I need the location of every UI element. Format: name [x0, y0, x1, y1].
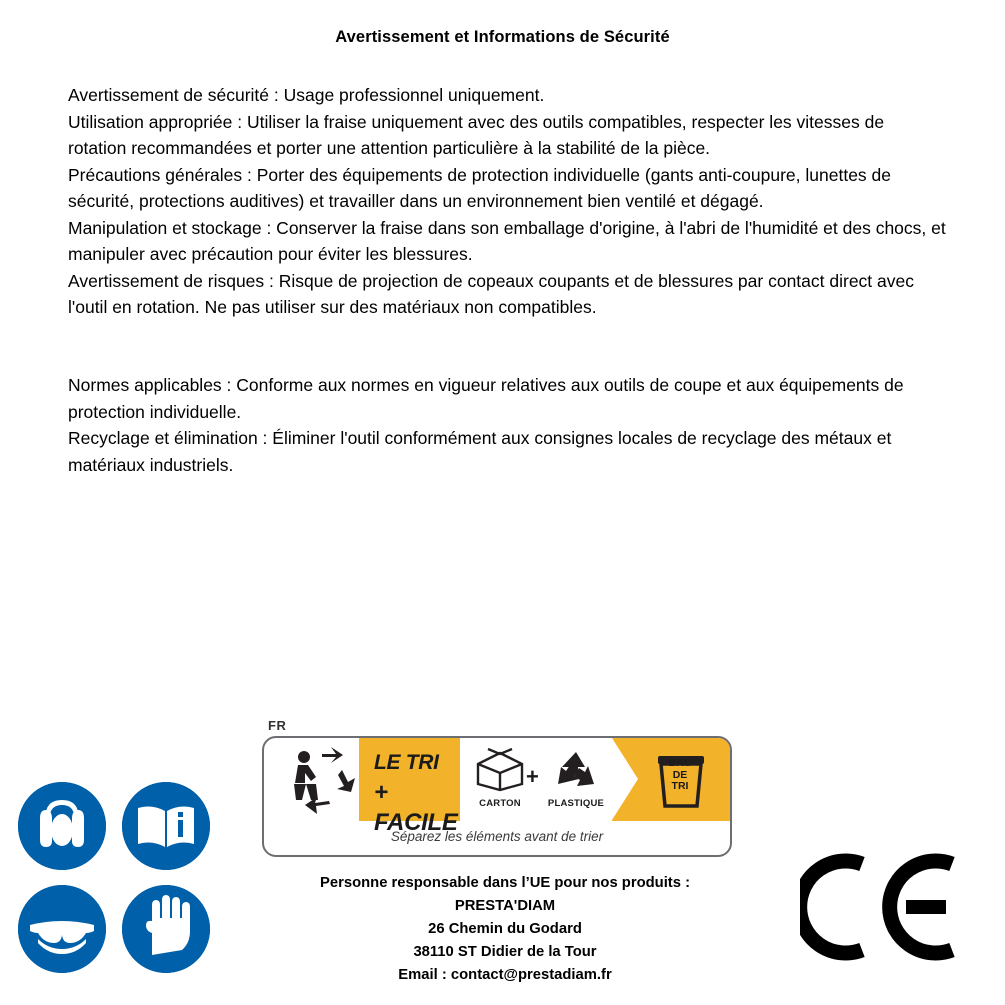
safety-glasses-icon [18, 885, 106, 973]
paragraph-appropriate-use: Utilisation appropriée : Utiliser la fraise uniquement avec des outils compatibles, respecter les vitesses de rotation recommandées et porter une attention particulière à la stabilité de la pièce. [68, 111, 885, 158]
ear-protection-icon [18, 782, 106, 870]
paragraph-handling-storage: Manipulation et stockage : Conserver la fraise dans son emballage d'origine, à l'abri de l'humidité et des chocs, et manipuler avec précaution pour éviter les blessures. [68, 217, 946, 264]
responsible-heading [160, 872, 850, 895]
triman-material-1-label: CARTON [479, 798, 521, 809]
triman-person-icon [272, 744, 356, 816]
responsible-heading-eu: UE [529, 875, 551, 891]
triman-plus-sign: + [526, 764, 539, 789]
triman-arrow-shape [612, 738, 638, 820]
triman-bin-text [658, 758, 702, 793]
paragraph-risk-warning: Avertissement de risques : Risque de projection de copeaux coupants et de blessures par contact direct avec l'outil en rotation. Ne pas utiliser sur des matériaux non compatibles. [68, 270, 914, 317]
safety-warning-section [68, 82, 946, 321]
responsible-address-line2: 38110 ST Didier de la Tour [413, 944, 597, 960]
triman-footer-text: Séparez les éléments avant de trier [390, 829, 604, 844]
read-instructions-icon [122, 782, 210, 870]
paragraph-safety-warning: Avertissement de sécurité : Usage professionnel uniquement. [68, 85, 545, 105]
responsible-email: Email : contact@prestadiam.fr [398, 967, 612, 983]
eu-responsible-person-block [160, 872, 850, 987]
triman-bin-line1: BAC [668, 757, 692, 769]
page-title: Avertissement et Informations de Sécurité [335, 28, 670, 46]
triman-recycling-label [262, 718, 732, 853]
recycling-arrows-icon [546, 746, 606, 792]
triman-headline-line2: + FACILE [374, 779, 458, 836]
responsible-heading-suffix: pour nos produits : [550, 875, 690, 891]
responsible-company: PRESTA'DIAM [454, 898, 556, 914]
triman-label-box [262, 736, 732, 857]
responsible-heading-prefix: Personne responsable dans l’ [320, 875, 530, 891]
triman-headline-line1: LE TRI [374, 751, 439, 774]
ce-marking-icon [800, 852, 960, 962]
triman-material-plastique [541, 746, 611, 809]
triman-bin-line3: TRI [671, 780, 689, 792]
paragraph-applicable-standards: Normes applicables : Conforme aux normes en vigueur relatives aux outils de coupe et aux équipements de protection individuelle. [68, 375, 904, 422]
responsible-address-line1: 26 Chemin du Godard [428, 921, 582, 937]
standards-recycling-section [68, 372, 946, 478]
carton-box-icon [470, 746, 530, 792]
paragraph-recycling-disposal: Recyclage et élimination : Éliminer l'outil conformément aux consignes locales de recyclage des métaux et matériaux industriels. [68, 428, 892, 475]
triman-bin-line2: DE [672, 768, 688, 781]
paragraph-general-precautions: Précautions générales : Porter des équipements de protection individuelle (gants anti-coupure, lunettes de sécurité, protections auditives) et travailler dans un environnement bien ventilé et dégagé. [68, 164, 892, 211]
triman-material-carton [469, 746, 531, 809]
triman-material-2-label: PLASTIQUE [547, 798, 605, 809]
triman-country-code: FR [268, 718, 287, 733]
